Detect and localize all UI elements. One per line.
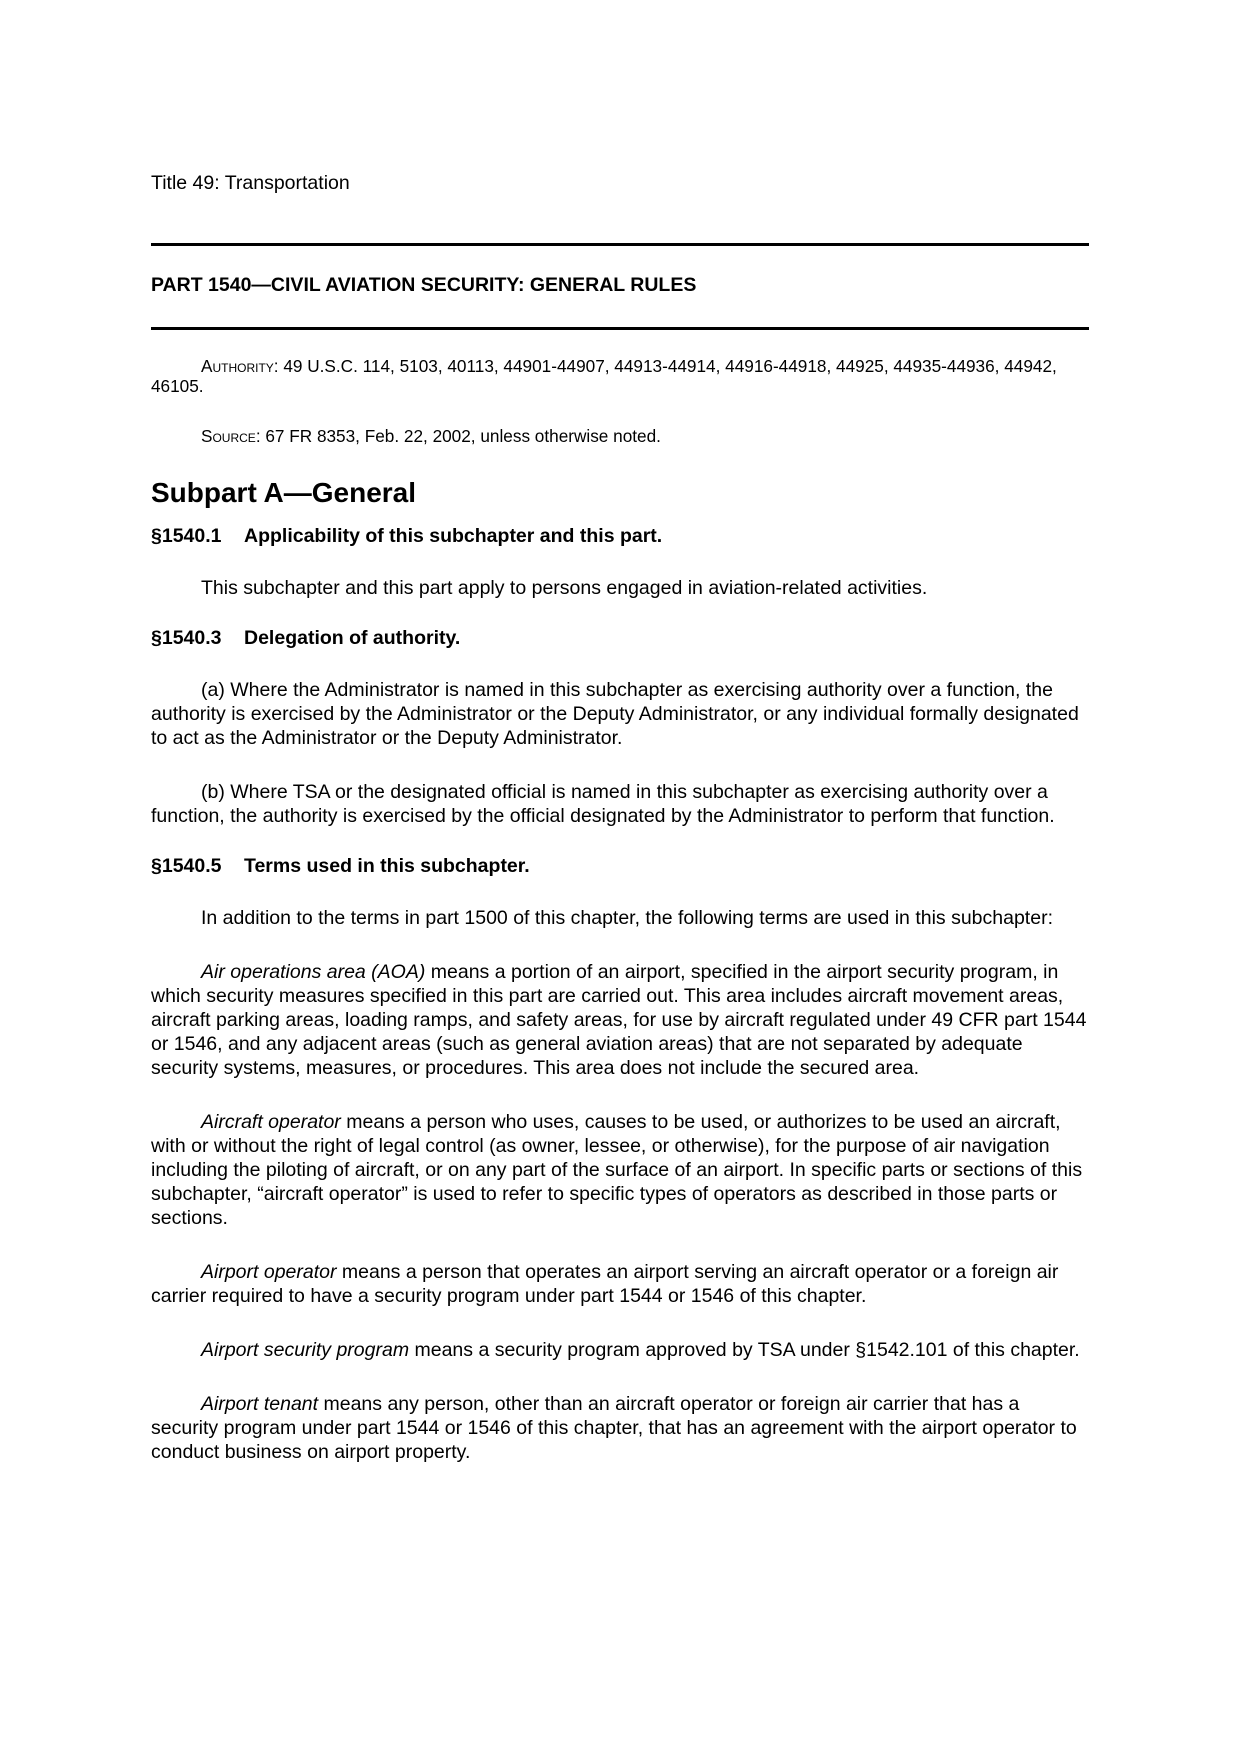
definition-term: Air operations area (AOA) <box>201 961 426 983</box>
title-line: Title 49: Transportation <box>151 172 350 194</box>
section-title: Delegation of authority. <box>244 627 461 649</box>
section-1540-1-paragraph: This subchapter and this part apply to persons engaged in aviation-related activities. <box>201 577 928 599</box>
bottom-divider <box>151 327 1089 330</box>
document-page <box>151 0 1089 1754</box>
authority-label: Authority <box>201 356 274 376</box>
definition-term: Airport operator <box>201 1261 337 1283</box>
source-label: Source <box>201 426 256 446</box>
definition-text: means a person who uses, causes to be used, or authorizes to be used an aircraft, with or without the right of legal control (as owner, lessee, or otherwise), for the purpose of air navigation including the piloting of aircraft, or on any part of the surface of an airport. In specific parts or sections of this subchapter, “aircraft operator” is used to refer to specific types of operators as described in those parts or sections. <box>151 1111 1083 1229</box>
section-1540-5-intro: In addition to the terms in part 1500 of this chapter, the following terms are used in this subchapter: <box>201 907 1053 929</box>
section-heading-1540-3 <box>151 626 1089 650</box>
definition-text: means a person that operates an airport serving an aircraft operator or a foreign air carrier required to have a security program under part 1544 or 1546 of this chapter. <box>151 1261 1059 1307</box>
authority-text: : 49 U.S.C. 114, 5103, 40113, 44901-44907, 44913-44914, 44916-44918, 44925, 44935-44936, 44942, 46105. <box>151 356 1057 396</box>
authority-note <box>151 356 1089 396</box>
source-text: : 67 FR 8353, Feb. 22, 2002, unless otherwise noted. <box>255 426 661 446</box>
section-number: §1540.5 <box>151 855 222 877</box>
definition-air-operations-area <box>151 960 1089 1080</box>
section-title: Applicability of this subchapter and this part. <box>244 525 663 547</box>
definition-term: Airport tenant <box>201 1393 319 1415</box>
document-body <box>151 356 1089 1464</box>
section-number: §1540.1 <box>151 525 222 547</box>
definition-airport-security-program <box>151 1338 1089 1362</box>
part-heading: PART 1540—CIVIL AVIATION SECURITY: GENERAL RULES <box>151 274 697 296</box>
definition-term: Airport security program <box>201 1339 410 1361</box>
section-heading-1540-5 <box>151 854 1089 878</box>
section-heading-1540-1 <box>151 524 1089 548</box>
definition-airport-tenant <box>151 1392 1089 1464</box>
subpart-title: Subpart A—General <box>151 477 417 508</box>
definition-text: means any person, other than an aircraft operator or foreign air carrier that has a security program under part 1544 or 1546 of this chapter, that has an agreement with the airport operator to conduct business on airport property. <box>151 1393 1077 1463</box>
section-1540-3-paragraph-b: (b) Where TSA or the designated official is named in this subchapter as exercising authority over a function, the authority is exercised by the official designated by the Administrator to perform that function. <box>151 781 1055 827</box>
definition-text: means a portion of an airport, specified in the airport security program, in which security measures specified in this part are carried out. This area includes aircraft movement areas, aircraft parking areas, loading ramps, and safety areas, for use by aircraft regulated under 49 CFR part 1544 or 1546, and any adjacent areas (such as general aviation areas) that are not separated by adequate security systems, measures, or procedures. This area does not include the secured area. <box>151 961 1087 1079</box>
top-divider <box>151 243 1089 246</box>
definition-airport-operator <box>151 1260 1089 1308</box>
definition-text: means a security program approved by TSA under §1542.101 of this chapter. <box>409 1339 1080 1361</box>
section-1540-3-paragraph-a: (a) Where the Administrator is named in this subchapter as exercising authority over a function, the authority is exercised by the Administrator or the Deputy Administrator, or any individual formally designated to act as the Administrator or the Deputy Administrator. <box>151 679 1079 749</box>
definition-aircraft-operator <box>151 1110 1089 1230</box>
section-title: Terms used in this subchapter. <box>244 855 530 877</box>
source-note <box>151 426 1089 446</box>
section-number: §1540.3 <box>151 627 222 649</box>
definition-term: Aircraft operator <box>201 1111 341 1133</box>
